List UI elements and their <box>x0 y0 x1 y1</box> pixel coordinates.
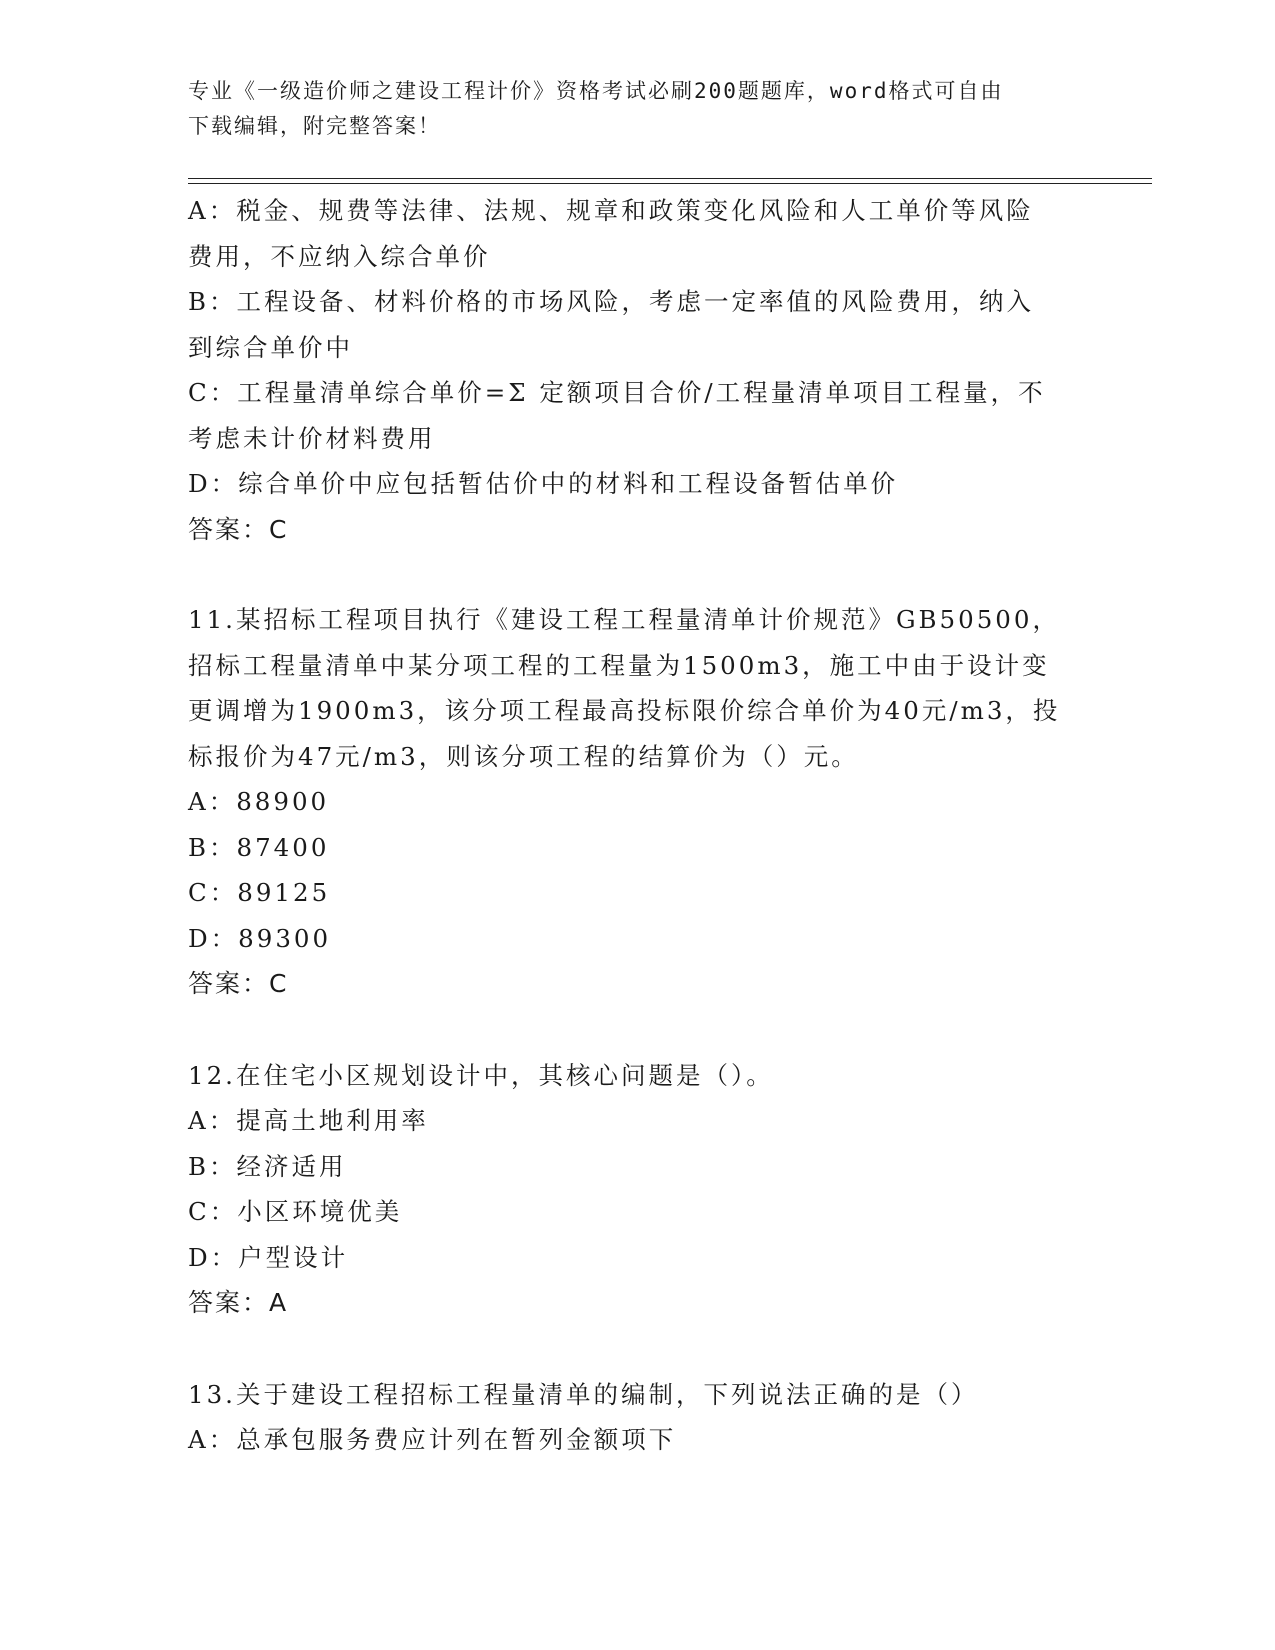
spacer <box>188 1326 1088 1372</box>
q10-answer: 答案：C <box>188 514 289 544</box>
q12-answer: 答案：A <box>188 1288 289 1317</box>
q10-option-d: D：综合单价中应包括暂估价中的材料和工程设备暂估单价 <box>188 469 899 498</box>
q12-option-d: D：户型设计 <box>188 1242 349 1272</box>
q12-stem: 12.在住宅小区规划设计中，其核心问题是（）。 <box>188 1060 774 1090</box>
q11-stem-line-3: 更调增为1900m3，该分项工程最高投标限价综合单价为40元/m3，投 <box>188 696 1061 725</box>
q11-stem-line-4: 标报价为47元/m3，则该分项工程的结算价为（）元。 <box>188 741 859 771</box>
question-12 <box>188 1053 1088 1326</box>
q10-option-a-line-1: A：税金、规费等法律、法规、规章和政策变化风险和人工单价等风险 <box>188 196 1034 225</box>
question-10 <box>188 188 1088 552</box>
header-divider-bottom <box>188 183 1152 184</box>
spacer <box>188 552 1088 597</box>
q11-option-c: C：89125 <box>188 878 331 907</box>
q11-option-a: A：88900 <box>188 787 330 816</box>
q11-answer: 答案：C <box>188 969 289 998</box>
q12-option-c: C：小区环境优美 <box>188 1197 403 1226</box>
q11-option-b: B：87400 <box>188 832 330 862</box>
question-11 <box>188 597 1088 1007</box>
question-list <box>188 188 1088 1463</box>
q10-option-c-line-1: C：工程量清单综合单价=Σ 定额项目合价/工程量清单项目工程量，不 <box>188 378 1046 407</box>
q10-option-b-line-2: 到综合单价中 <box>188 332 353 362</box>
q10-option-b-line-1: B：工程设备、材料价格的市场风险，考虑一定率值的风险费用，纳入 <box>188 287 1035 316</box>
q10-option-a-line-2: 费用，不应纳入综合单价 <box>188 241 491 271</box>
q11-stem-line-1: 11.某招标工程项目执行《建设工程工程量清单计价规范》GB50500， <box>188 605 1060 634</box>
q13-stem: 13.关于建设工程招标工程量清单的编制，下列说法正确的是（） <box>188 1379 979 1409</box>
q10-option-c-line-2: 考虑未计价材料费用 <box>188 423 436 453</box>
header-line-2: 下载编辑，附完整答案！ <box>188 114 441 138</box>
header-divider-top <box>188 178 1152 179</box>
document-header <box>188 74 1068 144</box>
q12-option-b: B：经济适用 <box>188 1151 347 1181</box>
q13-option-a: A：总承包服务费应计列在暂列金额项下 <box>188 1425 677 1454</box>
q11-stem-line-2: 招标工程量清单中某分项工程的工程量为1500m3，施工中由于设计变 <box>188 650 1050 680</box>
question-13 <box>188 1372 1088 1463</box>
spacer <box>188 1007 1088 1053</box>
header-line-1: 专业《一级造价师之建设工程计价》资格考试必刷200题题库，word格式可自由 <box>188 79 1004 103</box>
q11-option-d: D：89300 <box>188 923 332 953</box>
q12-option-a: A：提高土地利用率 <box>188 1106 429 1135</box>
